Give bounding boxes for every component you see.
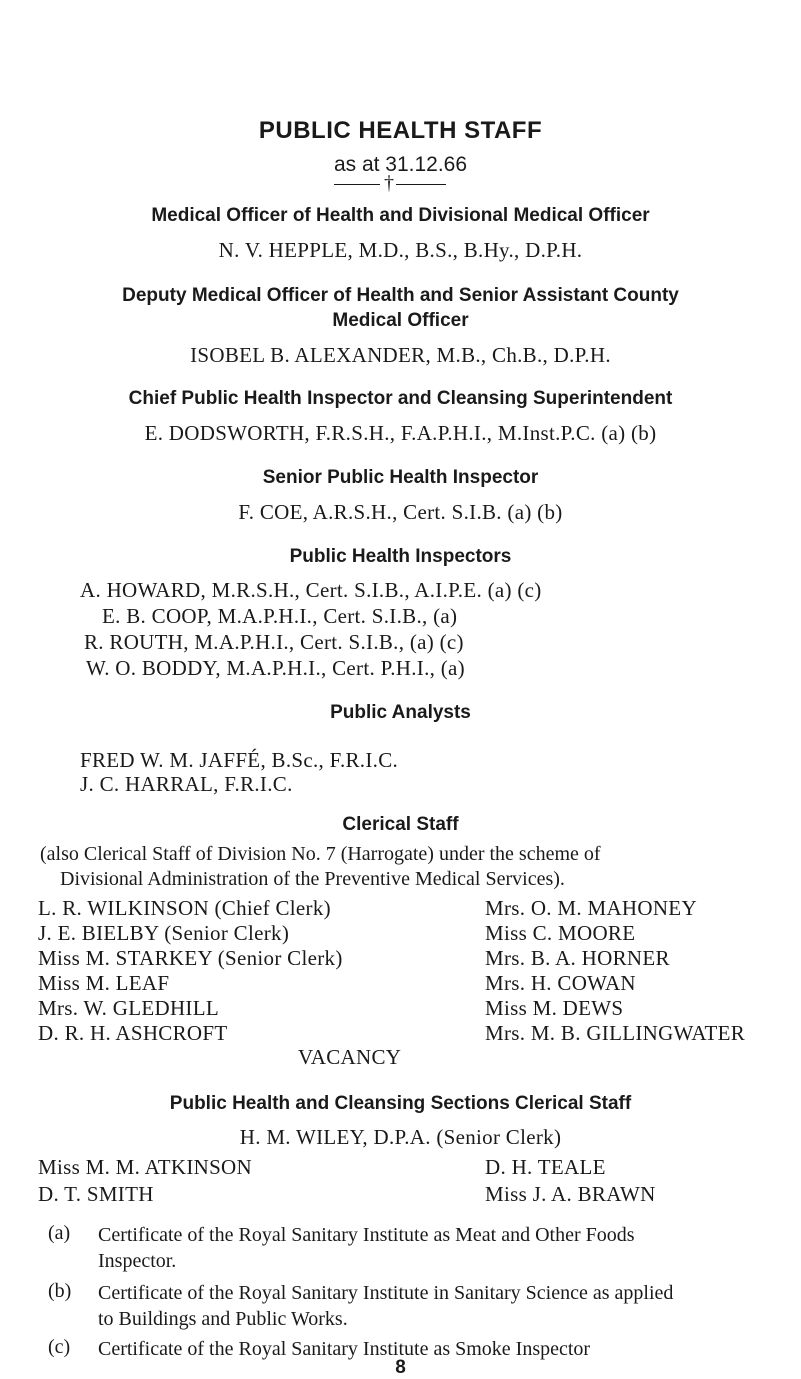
chief-phi-name: E. DODSWORTH, F.R.S.H., F.A.P.H.I., M.Inst.P.C. (a) (b) (144, 421, 657, 445)
cleansing-left-name: D. T. SMITH (38, 1182, 154, 1206)
phi-name: R. ROUTH, M.A.P.H.I., Cert. S.I.B., (a) (c) (84, 630, 464, 654)
clerical-note-line2: Divisional Administration of the Preventive Medical Services). (60, 868, 565, 890)
clerical-left-name: Miss M. LEAF (38, 971, 170, 995)
footnote-text: Certificate of the Royal Sanitary Institute as Smoke Inspector (98, 1338, 591, 1360)
chief-phi-role: Chief Public Health Inspector and Cleansing Superintendent (128, 388, 673, 409)
deputy-role-line2: Medical Officer (332, 310, 469, 331)
clerical-role: Clerical Staff (342, 814, 459, 835)
phi-role: Public Health Inspectors (289, 546, 512, 567)
clerical-note-line1: (also Clerical Staff of Division No. 7 (Harrogate) under the scheme of (40, 843, 601, 865)
senior-phi-role: Senior Public Health Inspector (262, 467, 539, 488)
clerical-vacancy: VACANCY (298, 1045, 402, 1069)
page-title: PUBLIC HEALTH STAFF (258, 117, 543, 144)
moh-name: N. V. HEPPLE, M.D., B.S., B.Hy., D.P.H. (218, 238, 583, 262)
cleansing-right-name: D. H. TEALE (485, 1155, 606, 1179)
footnote-text: Certificate of the Royal Sanitary Institute in Sanitary Science as applied to Buildings and Public Works. (98, 1282, 674, 1330)
clerical-right-name: Mrs. B. A. HORNER (485, 946, 670, 970)
phi-name: E. B. COOP, M.A.P.H.I., Cert. S.I.B., (a) (102, 604, 458, 628)
footnote-label: (a) (48, 1222, 71, 1244)
analysts-role: Public Analysts (330, 702, 471, 723)
clerical-left-name: D. R. H. ASHCROFT (38, 1021, 228, 1045)
clerical-right-name: Mrs. M. B. GILLINGWATER (485, 1021, 746, 1045)
cleansing-right-name: Miss J. A. BRAWN (485, 1182, 656, 1206)
clerical-right-name: Mrs. O. M. MAHONEY (485, 896, 697, 920)
footnote-text: Certificate of the Royal Sanitary Institute as Meat and Other Foods Inspector. (98, 1224, 635, 1272)
cleansing-role: Public Health and Cleansing Sections Clerical Staff (169, 1093, 632, 1114)
analyst-name: J. C. HARRAL, F.R.I.C. (80, 772, 293, 796)
cleansing-head: H. M. WILEY, D.P.A. (Senior Clerk) (239, 1125, 562, 1149)
dagger-symbol: † (384, 172, 394, 194)
footnote-label: (b) (48, 1280, 72, 1302)
analyst-name: FRED W. M. JAFFÉ, B.Sc., F.R.I.C. (80, 748, 399, 772)
page-subtitle: as at 31.12.66 (333, 153, 468, 176)
senior-phi-name: F. COE, A.R.S.H., Cert. S.I.B. (a) (b) (238, 500, 563, 524)
clerical-right-name: Miss C. MOORE (485, 921, 636, 945)
moh-role: Medical Officer of Health and Divisional Medical Officer (151, 205, 650, 226)
phi-name: W. O. BODDY, M.A.P.H.I., Cert. P.H.I., (a) (86, 656, 465, 680)
clerical-right-name: Mrs. H. COWAN (485, 971, 636, 995)
divider-rule-right (396, 184, 446, 185)
cleansing-left-name: Miss M. M. ATKINSON (38, 1155, 252, 1179)
page-number: 8 (395, 1357, 406, 1378)
footnote-label: (c) (48, 1336, 71, 1358)
clerical-left-name: J. E. BIELBY (Senior Clerk) (38, 921, 290, 945)
divider-rule-left (334, 184, 380, 185)
phi-name: A. HOWARD, M.R.S.H., Cert. S.I.B., A.I.P.E. (a) (c) (80, 578, 542, 602)
clerical-right-name: Miss M. DEWS (485, 996, 624, 1020)
deputy-name: ISOBEL B. ALEXANDER, M.B., Ch.B., D.P.H. (190, 343, 611, 367)
clerical-left-name: Miss M. STARKEY (Senior Clerk) (38, 946, 343, 970)
deputy-role-line1: Deputy Medical Officer of Health and Senior Assistant County (122, 285, 679, 306)
clerical-left-name: L. R. WILKINSON (Chief Clerk) (38, 896, 331, 920)
clerical-left-name: Mrs. W. GLEDHILL (38, 996, 219, 1020)
